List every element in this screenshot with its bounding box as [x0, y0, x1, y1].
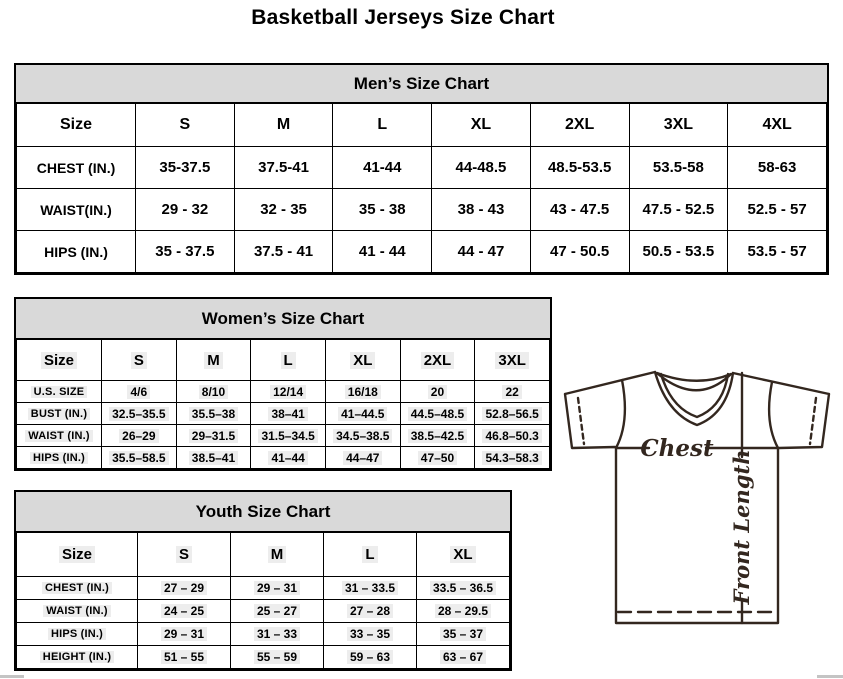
table-cell-text: 29 - 32: [161, 201, 209, 218]
table-cell-text: 38–41: [268, 407, 307, 421]
womens-chart-title: Women’s Size Chart: [16, 299, 550, 339]
row-label-text: CHEST (IN.): [36, 159, 116, 176]
table-cell: [176, 425, 251, 447]
row-label-text: HIPS (IN.): [44, 243, 108, 260]
table-cell-text: 37.5 - 41: [253, 243, 314, 260]
table-cell: [176, 381, 251, 403]
youth-chart-title: Youth Size Chart: [16, 492, 510, 532]
table-cell: [102, 403, 177, 425]
table-cell: [231, 577, 324, 600]
table-row: [17, 381, 550, 403]
table-cell-text: 35-37.5: [159, 159, 211, 176]
column-header: [400, 340, 475, 381]
table-cell: [138, 577, 231, 600]
table-cell: [324, 623, 417, 646]
table-cell: [251, 403, 326, 425]
table-cell-text: 51 – 55: [161, 650, 207, 664]
column-header: [530, 104, 629, 147]
row-label-text: HIPS (IN.): [48, 628, 106, 640]
table-cell-text: 12/14: [270, 385, 306, 399]
column-header: [17, 104, 136, 147]
row-label-text: U.S. SIZE: [31, 386, 88, 398]
column-header: [251, 340, 326, 381]
table-cell-text: 54.3–58.3: [482, 451, 541, 465]
table-cell-text: 38.5–42.5: [408, 429, 467, 443]
table-cell-text: 58-63: [757, 159, 797, 176]
horizontal-scrollbar-fragment-left[interactable]: [0, 675, 24, 678]
column-header: [417, 533, 510, 577]
table-cell: [417, 600, 510, 623]
table-cell-text: 35.5–38: [189, 407, 238, 421]
table-cell-text: 38.5–41: [189, 451, 238, 465]
table-cell-text: 47.5 - 52.5: [642, 201, 715, 218]
table-row: [17, 425, 550, 447]
column-header-text: M: [276, 116, 291, 133]
column-header-text: S: [176, 546, 192, 563]
table-cell-text: 32.5–35.5: [109, 407, 168, 421]
table-cell-text: 52.8–56.5: [482, 407, 541, 421]
column-header: [629, 104, 728, 147]
table-cell: [530, 231, 629, 273]
table-cell: [400, 403, 475, 425]
row-label-text: HIPS (IN.): [30, 452, 88, 464]
column-header: [333, 104, 432, 147]
row-label: [17, 381, 102, 403]
row-label-text: HEIGHT (IN.): [40, 651, 114, 663]
column-header-text: 3XL: [495, 352, 529, 369]
column-header: [102, 340, 177, 381]
column-header-text: 2XL: [421, 352, 455, 369]
chest-label: Chest: [640, 435, 714, 462]
column-header-text: L: [362, 546, 377, 563]
table-row: [17, 147, 827, 189]
table-cell: [102, 447, 177, 469]
table-cell-text: 35 - 37.5: [155, 243, 215, 260]
front-length-label: Front Length: [729, 449, 754, 605]
row-label-text: WAIST (IN.): [25, 430, 92, 442]
horizontal-scrollbar-fragment-right[interactable]: [817, 675, 843, 678]
table-cell-text: 35.5–58.5: [109, 451, 168, 465]
table-cell-text: 44 - 47: [457, 243, 505, 260]
column-header-text: XL: [350, 352, 375, 369]
table-cell: [432, 147, 531, 189]
column-header-text: L: [281, 352, 296, 369]
table-cell: [138, 646, 231, 669]
jersey-collar: [655, 372, 733, 425]
table-cell: [333, 147, 432, 189]
table-cell-text: 27 – 29: [161, 581, 207, 595]
table-row: [17, 577, 510, 600]
table-cell-text: 44-48.5: [455, 159, 507, 176]
table-cell-text: 26–29: [119, 429, 158, 443]
womens-size-chart: [14, 297, 552, 471]
row-label: [17, 425, 102, 447]
row-label: [17, 447, 102, 469]
table-cell-text: 59 – 63: [347, 650, 393, 664]
column-header-text: Size: [41, 352, 77, 369]
column-header-text: Size: [59, 116, 92, 133]
column-header-text: XL: [450, 546, 475, 563]
table-cell: [324, 646, 417, 669]
table-cell-text: 44–47: [343, 451, 382, 465]
table-cell: [629, 189, 728, 231]
table-cell: [325, 403, 400, 425]
table-cell: [432, 231, 531, 273]
column-header: [234, 104, 333, 147]
table-row: [17, 623, 510, 646]
table-cell: [176, 403, 251, 425]
table-cell: [728, 231, 827, 273]
column-header: [475, 340, 550, 381]
table-cell: [138, 623, 231, 646]
column-header: [138, 533, 231, 577]
jersey-outline: [565, 372, 829, 623]
column-header: [728, 104, 827, 147]
table-row: [17, 231, 827, 273]
table-cell: [530, 147, 629, 189]
table-cell: [530, 189, 629, 231]
row-label: [17, 600, 138, 623]
row-label: [17, 189, 136, 231]
table-cell: [475, 425, 550, 447]
table-cell: [400, 447, 475, 469]
column-header-text: L: [377, 116, 388, 133]
column-header: [231, 533, 324, 577]
table-cell: [333, 231, 432, 273]
row-label-text: BUST (IN.): [28, 408, 90, 420]
table-cell-text: 46.8–50.3: [482, 429, 541, 443]
table-cell: [136, 147, 235, 189]
column-header-text: XL: [470, 116, 492, 133]
table-cell-text: 31 – 33.5: [342, 581, 398, 595]
row-label: [17, 623, 138, 646]
table-cell-text: 48.5-53.5: [547, 159, 612, 176]
table-cell: [251, 425, 326, 447]
table-cell-text: 16/18: [345, 385, 381, 399]
table-cell-text: 52.5 - 57: [747, 201, 807, 218]
row-label: [17, 147, 136, 189]
column-header-text: M: [204, 352, 223, 369]
page-title: Basketball Jerseys Size Chart: [251, 6, 555, 29]
jersey-measurement-diagram: [555, 360, 843, 660]
table-cell-text: 31 – 33: [254, 627, 300, 641]
table-cell-text: 41-44: [363, 159, 402, 176]
table-cell: [629, 147, 728, 189]
table-cell-text: 29 – 31: [254, 581, 300, 595]
table-cell: [102, 381, 177, 403]
table-cell: [417, 646, 510, 669]
column-header: [324, 533, 417, 577]
row-label: [17, 403, 102, 425]
table-cell: [325, 447, 400, 469]
row-label-text: WAIST (IN.): [43, 605, 110, 617]
table-cell-text: 8/10: [199, 385, 228, 399]
table-cell: [231, 600, 324, 623]
table-cell-text: 44.5–48.5: [408, 407, 467, 421]
table-cell-text: 4/6: [127, 385, 150, 399]
table-cell: [728, 189, 827, 231]
table-cell-text: 29–31.5: [189, 429, 238, 443]
table-cell: [234, 147, 333, 189]
table-cell: [417, 577, 510, 600]
table-cell-text: 41–44: [268, 451, 307, 465]
table-cell-text: 53.5-58: [652, 159, 704, 176]
youth-size-table: [16, 532, 510, 669]
column-header: [176, 340, 251, 381]
table-cell: [176, 447, 251, 469]
column-header-text: 3XL: [663, 116, 694, 133]
mens-size-chart: [14, 63, 829, 275]
table-cell: [324, 577, 417, 600]
table-cell: [138, 600, 231, 623]
table-cell: [325, 381, 400, 403]
table-cell: [629, 231, 728, 273]
table-cell-text: 33.5 – 36.5: [430, 581, 496, 595]
mens-size-table: [16, 103, 827, 273]
table-cell: [231, 646, 324, 669]
table-cell-text: 50.5 - 53.5: [642, 243, 715, 260]
table-cell: [417, 623, 510, 646]
column-header: [17, 340, 102, 381]
table-cell-text: 25 – 27: [254, 604, 300, 618]
table-cell: [400, 425, 475, 447]
table-cell-text: 32 - 35: [260, 201, 307, 218]
table-cell-text: 47 - 50.5: [550, 243, 610, 260]
table-cell-text: 34.5–38.5: [333, 429, 392, 443]
column-header-text: 2XL: [564, 116, 595, 133]
column-header: [325, 340, 400, 381]
size-header-row: [17, 340, 550, 381]
table-cell: [136, 189, 235, 231]
table-cell-text: 20: [428, 385, 447, 399]
table-row: [17, 403, 550, 425]
table-cell: [102, 425, 177, 447]
column-header-text: M: [268, 546, 287, 563]
size-header-row: [17, 104, 827, 147]
table-row: [17, 600, 510, 623]
column-header: [136, 104, 235, 147]
row-label: [17, 577, 138, 600]
table-cell: [251, 381, 326, 403]
table-cell-text: 41–44.5: [338, 407, 387, 421]
table-cell: [324, 600, 417, 623]
table-cell-text: 31.5–34.5: [258, 429, 317, 443]
table-cell: [333, 189, 432, 231]
table-row: [17, 646, 510, 669]
table-cell-text: 38 - 43: [457, 201, 505, 218]
table-cell: [475, 381, 550, 403]
table-cell-text: 29 – 31: [161, 627, 207, 641]
table-cell-text: 35 - 38: [358, 201, 406, 218]
column-header: [17, 533, 138, 577]
table-cell-text: 22: [502, 385, 521, 399]
table-cell-text: 43 - 47.5: [550, 201, 610, 218]
table-cell-text: 35 – 37: [440, 627, 486, 641]
column-header-text: S: [131, 352, 147, 369]
table-cell-text: 37.5-41: [258, 159, 309, 176]
row-label: [17, 646, 138, 669]
table-row: [17, 189, 827, 231]
table-cell: [728, 147, 827, 189]
table-cell-text: 55 – 59: [254, 650, 300, 664]
table-row: [17, 447, 550, 469]
row-label: [17, 231, 136, 273]
table-cell-text: 28 – 29.5: [435, 604, 491, 618]
table-cell: [432, 189, 531, 231]
youth-size-chart: [14, 490, 512, 671]
table-cell-text: 24 – 25: [161, 604, 207, 618]
table-cell: [325, 425, 400, 447]
table-cell-text: 63 – 67: [440, 650, 486, 664]
column-header-text: S: [179, 116, 191, 133]
column-header-text: Size: [59, 546, 95, 563]
table-cell: [136, 231, 235, 273]
table-cell: [234, 189, 333, 231]
table-cell: [475, 403, 550, 425]
cuff-dash-left-icon: [578, 398, 584, 444]
size-header-row: [17, 533, 510, 577]
womens-size-table: [16, 339, 550, 469]
table-cell: [400, 381, 475, 403]
row-label-text: CHEST (IN.): [42, 582, 112, 594]
row-label-text: WAIST(IN.): [40, 201, 112, 218]
table-cell-text: 47–50: [418, 451, 457, 465]
column-header-text: 4XL: [762, 116, 792, 133]
table-cell-text: 53.5 - 57: [747, 243, 807, 260]
column-header: [432, 104, 531, 147]
table-cell: [251, 447, 326, 469]
cuff-dash-right-icon: [810, 398, 816, 444]
table-cell-text: 33 – 35: [347, 627, 393, 641]
table-cell-text: 27 – 28: [347, 604, 393, 618]
mens-chart-title: Men’s Size Chart: [16, 65, 827, 103]
table-cell: [234, 231, 333, 273]
table-cell: [475, 447, 550, 469]
table-cell-text: 41 - 44: [358, 243, 406, 260]
table-cell: [231, 623, 324, 646]
